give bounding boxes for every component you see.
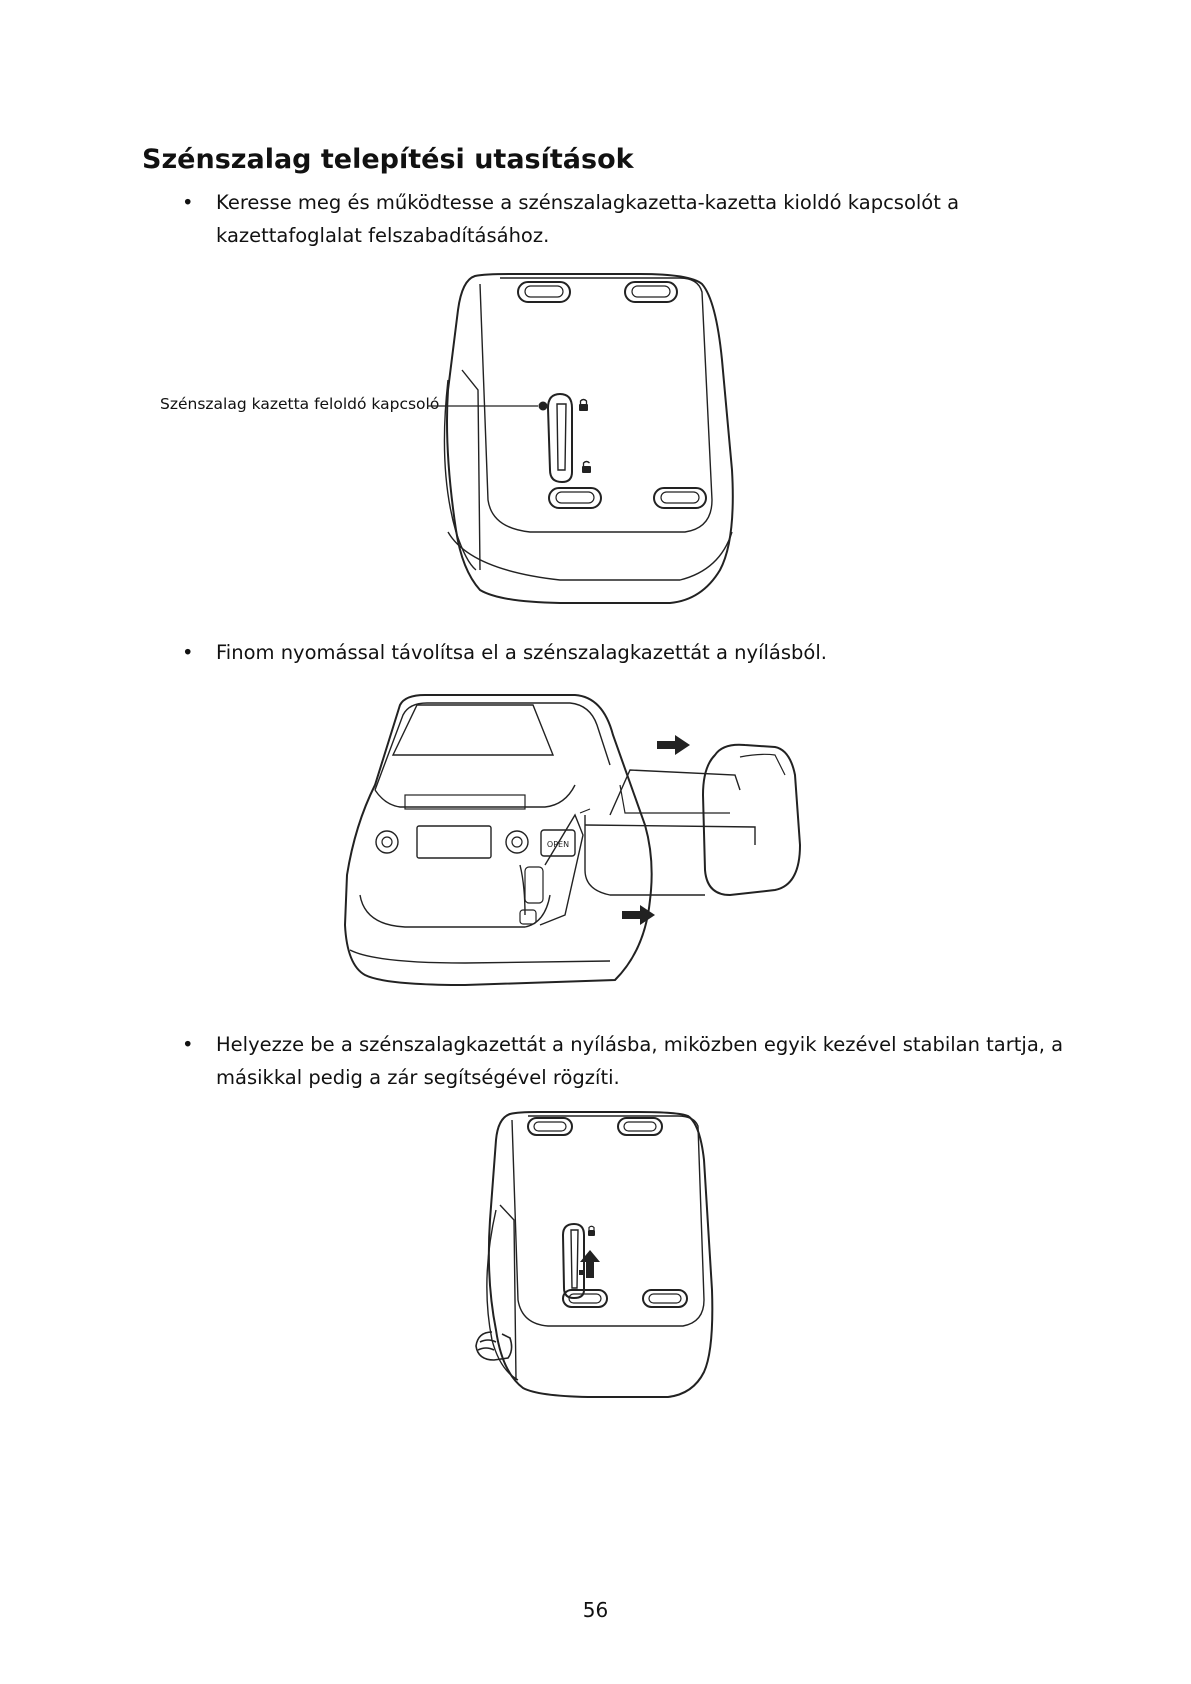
bullet-dot: • [182,641,194,664]
display-window [417,826,491,858]
feed-button-icon [506,831,528,853]
bullet-2-line-1: Finom nyomással távolítsa el a szénszalagkazettát a nyílásból. [216,641,827,664]
printer-bottom-figure [440,270,740,605]
bullet-1-line-1: Keresse meg és működtesse a szénszalagkazetta-kazetta kioldó kapcsolót a [216,191,960,214]
printer-outline [447,274,733,603]
page-heading: Szénszalag telepítési utasítások [142,144,634,175]
arrow-right-icon [622,735,690,925]
bullet-3-line-2: másikkal pedig a zár segítségével rögzíti. [216,1066,620,1089]
power-button-icon [376,831,398,853]
open-button-label: OPEN [546,840,570,849]
release-switch-callout: Szénszalag kazetta feloldó kapcsoló [160,395,440,413]
printer-lid [393,705,553,755]
cassette-handle [703,745,800,895]
release-slider-track [548,394,572,482]
page-number: 56 [582,1598,609,1622]
release-switch [540,403,547,410]
foot-pad-icon [654,488,706,508]
foot-pad-icon [549,488,601,508]
side-door [462,370,480,570]
bullet-1-line-2: kazettafoglalat felszabadításához. [216,224,550,247]
bullet-dot: • [182,191,194,214]
cassette-removal-figure [345,695,865,990]
foot-pad-icon [518,282,570,302]
lock-icon [579,404,588,411]
cassette-insert-figure [478,1110,718,1400]
lock-icon [588,1230,595,1236]
arrow-up-icon [579,1250,600,1278]
bullet-3-line-1: Helyezze be a szénszalagkazettát a nyílásba, miközben egyik kezével stabilan tartja, a [216,1033,1064,1056]
bullet-dot: • [182,1033,194,1056]
foot-pad-icon [625,282,677,302]
base-plate [480,278,712,532]
side-door [500,1205,516,1380]
ribbon-cassette [610,770,740,815]
unlock-icon [582,466,591,473]
printer-outline [489,1112,712,1397]
